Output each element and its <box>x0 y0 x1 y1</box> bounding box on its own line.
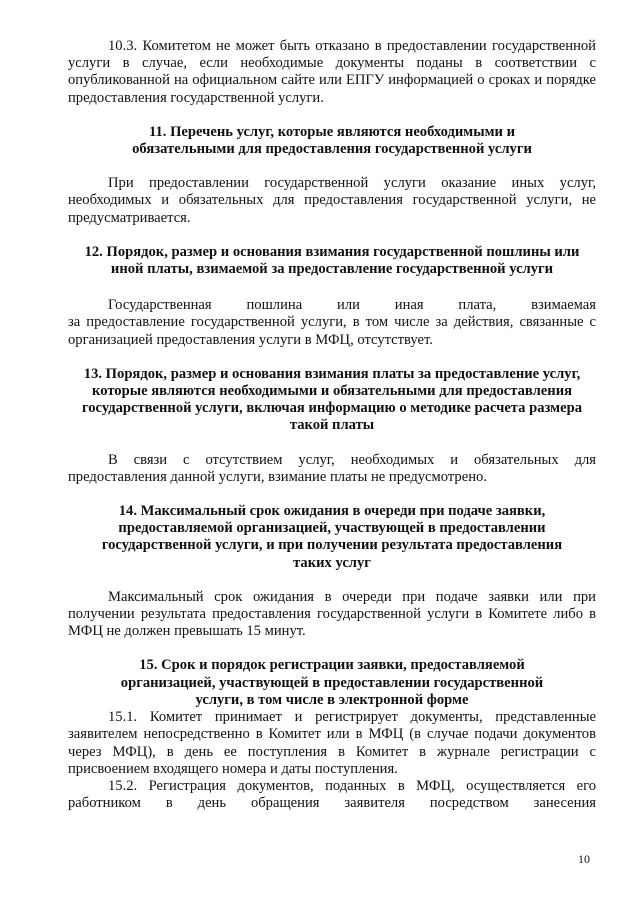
paragraph-12-rest: за предоставление государственной услуги, в том числе за действия, связанные с организацией предоставления услуги в МФЦ, отсутствует. <box>68 314 596 348</box>
paragraph-12-line1: Государственная пошлина или иная плата, взимаемая <box>108 297 596 314</box>
paragraph-10-3: 10.3. Комитетом не может быть отказано в предоставлении государственной услуги в случае, если необходимые документы поданы в соответствии с опубликованной на официальном сайте или ЕПГУ информацией о сроках и порядке предоставления государственной услуги. <box>68 38 596 106</box>
paragraph-11: При предоставлении государственной услуги оказание иных услуг, необходимых и обязательных для предоставления государственной услуги, не предусматривается. <box>68 175 596 226</box>
page-number: 10 <box>578 852 590 866</box>
paragraph-15-2: 15.2. Регистрация документов, поданных в МФЦ, осуществляется его работником в день обращения заявителя посредством занесения <box>68 777 596 812</box>
heading-15: 15. Срок и порядок регистрации заявки, предоставляемой организацией, участвующей в предоставлении государственной услуги, в том числе в электронной форме <box>120 657 544 708</box>
paragraph-15-1: 15.1. Комитет принимает и регистрирует документы, представленные заявителем непосредственно в Комитет или в МФЦ (в случае подачи документов через МФЦ), в день ее поступления в Комитет в журнале регистрации с присвоением входящего номера и даты поступления. <box>68 709 596 777</box>
heading-12: 12. Порядок, размер и основания взимания государственной пошлины или иной платы, взимаемой за предоставление государственной услуги <box>84 243 580 278</box>
heading-11: 11. Перечень услуг, которые являются необходимыми и обязательными для предоставления государственной услуги <box>132 123 532 158</box>
heading-14: 14. Максимальный срок ожидания в очереди при подаче заявки, предоставляемой организацией, участвующей в предоставлении государственной услуги, и при получении результата предоставления таких услуг <box>101 503 563 571</box>
heading-13: 13. Порядок, размер и основания взимания платы за предоставление услуг, которые являются необходимыми и обязательными для предоставления государственной услуги, включая информацию о методике расчета размера такой платы <box>81 365 583 434</box>
paragraph-14: Максимальный срок ожидания в очереди при подаче заявки или при получении результата предоставления государственной услуги в Комитете либо в МФЦ не должен превышать 15 минут. <box>68 588 596 640</box>
document-page <box>68 38 596 812</box>
paragraph-13: В связи с отсутствием услуг, необходимых и обязательных для предоставления данной услуги, взимание платы не предусмотрено. <box>68 451 596 485</box>
